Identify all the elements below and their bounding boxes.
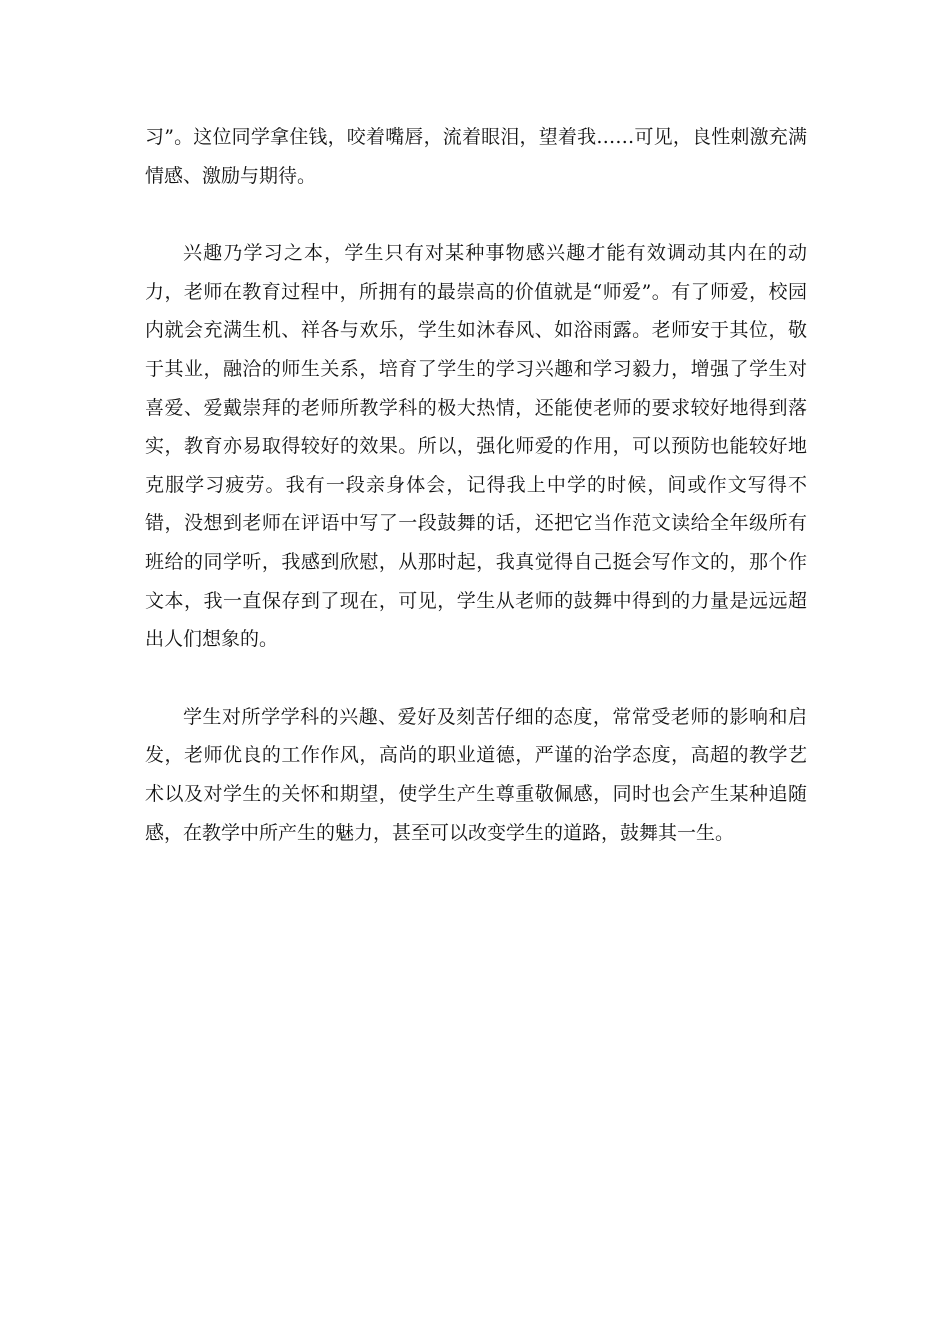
paragraph-1: 习”。这位同学拿住钱，咬着嘴唇，流着眼泪，望着我……可见，良性刺激充满情感、激励与期待。 xyxy=(145,126,807,187)
paragraph-3: 学生对所学学科的兴趣、爱好及刻苦仔细的态度，常常受老师的影响和启发，老师优良的工作作风，高尚的职业道德，严谨的治学态度，高超的教学艺术以及对学生的关怀和期望，使学生产生尊重敬佩感，同时也会产生某种追随感，在教学中所产生的魅力，甚至可以改变学生的道路，鼓舞其一生。 xyxy=(145,705,807,844)
paragraph-2: 兴趣乃学习之本，学生只有对某种事物感兴趣才能有效调动其内在的动力，老师在教育过程中，所拥有的最崇高的价值就是“师爱”。有了师爱，校园内就会充满生机、祥各与欢乐，学生如沐春风、如浴雨露。老师安于其位，敬于其业，融洽的师生关系，培育了学生的学习兴趣和学习毅力，增强了学生对喜爱、爱戴崇拜的老师所教学科的极大热情，还能使老师的要求较好地得到落实，教育亦易取得较好的效果。所以，强化师爱的作用，可以预防也能较好地克服学习疲劳。我有一段亲身体会，记得我上中学的时候，间或作文写得不错，没想到老师在评语中写了一段鼓舞的话，还把它当作范文读给全年级所有班给的同学听，我感到欣慰，从那时起，我真觉得自己挺会写作文的，那个作文本，我一直保存到了现在，可见，学生从老师的鼓舞中得到的力量是远远超出人们想象的。 xyxy=(145,242,807,651)
document-body xyxy=(145,118,807,852)
